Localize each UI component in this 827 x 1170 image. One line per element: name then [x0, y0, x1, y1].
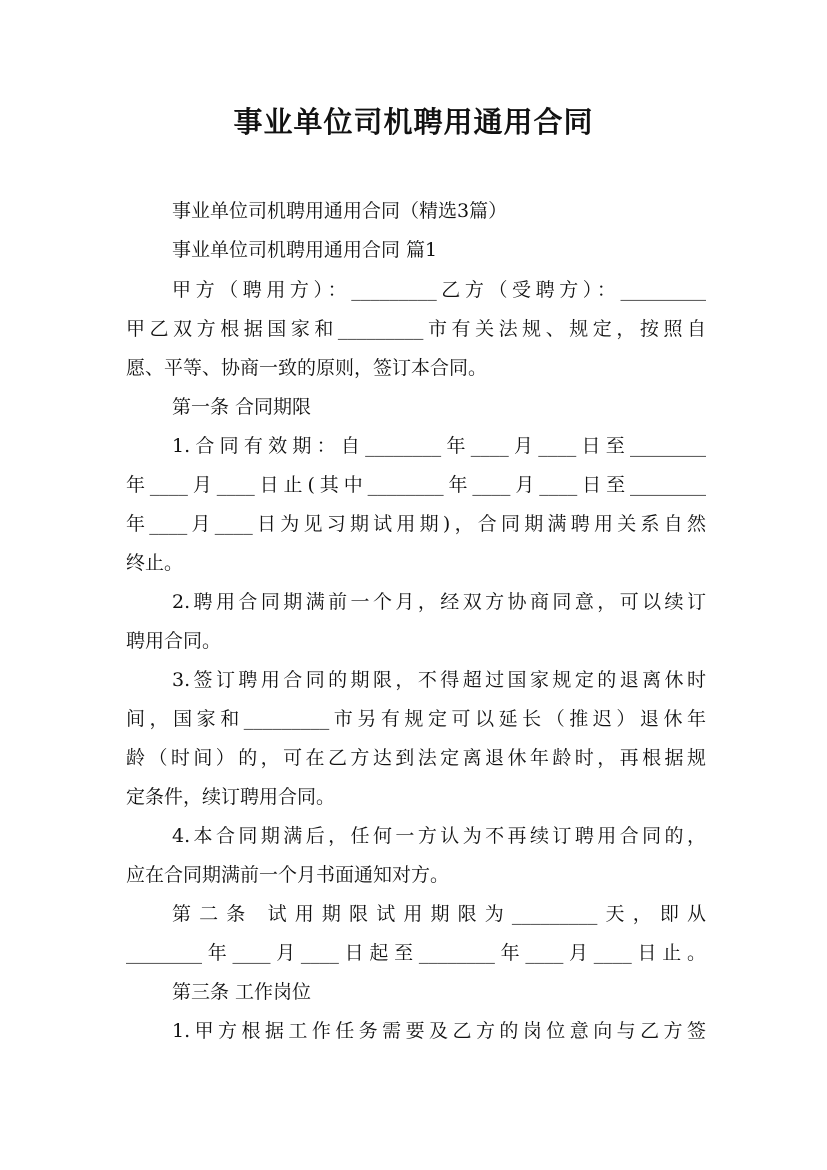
doc-line: 终止。 [126, 552, 184, 574]
doc-line: 年____月____日为见习期试用期)，合同期满聘用关系自然 [126, 513, 706, 535]
doc-article-heading: 第三条 工作岗位 [172, 981, 312, 1003]
doc-line: 应在合同期满前一个月书面通知对方。 [126, 864, 450, 886]
doc-article-heading: 第一条 合同期限 [172, 396, 312, 418]
doc-line: 4.本合同期满后，任何一方认为不再续订聘用合同的， [172, 825, 706, 847]
document-title: 事业单位司机聘用通用合同 [233, 105, 594, 139]
doc-article-heading: 第二条 试用期限试用期限为_________天，即从 [172, 903, 706, 925]
doc-line: 3.签订聘用合同的期限，不得超过国家规定的退离休时 [172, 669, 706, 691]
doc-line: ________年____月____日起至________年____月____日止。 [126, 942, 706, 964]
doc-line: 龄（时间）的，可在乙方达到法定离退休年龄时，再根据规 [126, 747, 706, 769]
doc-line: 愿、平等、协商一致的原则，签订本合同。 [126, 357, 488, 379]
doc-line: 1.合同有效期：自________年____月____日至________ [172, 435, 706, 457]
doc-line: 2.聘用合同期满前一个月，经双方协商同意，可以续订 [172, 591, 706, 613]
doc-section-heading: 事业单位司机聘用通用合同 篇1 [172, 239, 438, 261]
doc-line: 甲方（聘用方）：_________乙方（受聘方）：_________ [172, 279, 706, 301]
doc-line: 年____月____日止(其中________年____月____日至________ [126, 474, 706, 496]
doc-line: 聘用合同。 [126, 630, 222, 652]
doc-subtitle: 事业单位司机聘用通用合同（精选3篇） [172, 200, 508, 222]
doc-line: 1.甲方根据工作任务需要及乙方的岗位意向与乙方签 [172, 1020, 706, 1042]
doc-line: 甲乙双方根据国家和_________市有关法规、规定，按照自 [126, 318, 706, 340]
doc-line: 定条件，续订聘用合同。 [126, 786, 336, 808]
doc-line: 间，国家和_________市另有规定可以延长（推迟）退休年 [126, 708, 706, 730]
